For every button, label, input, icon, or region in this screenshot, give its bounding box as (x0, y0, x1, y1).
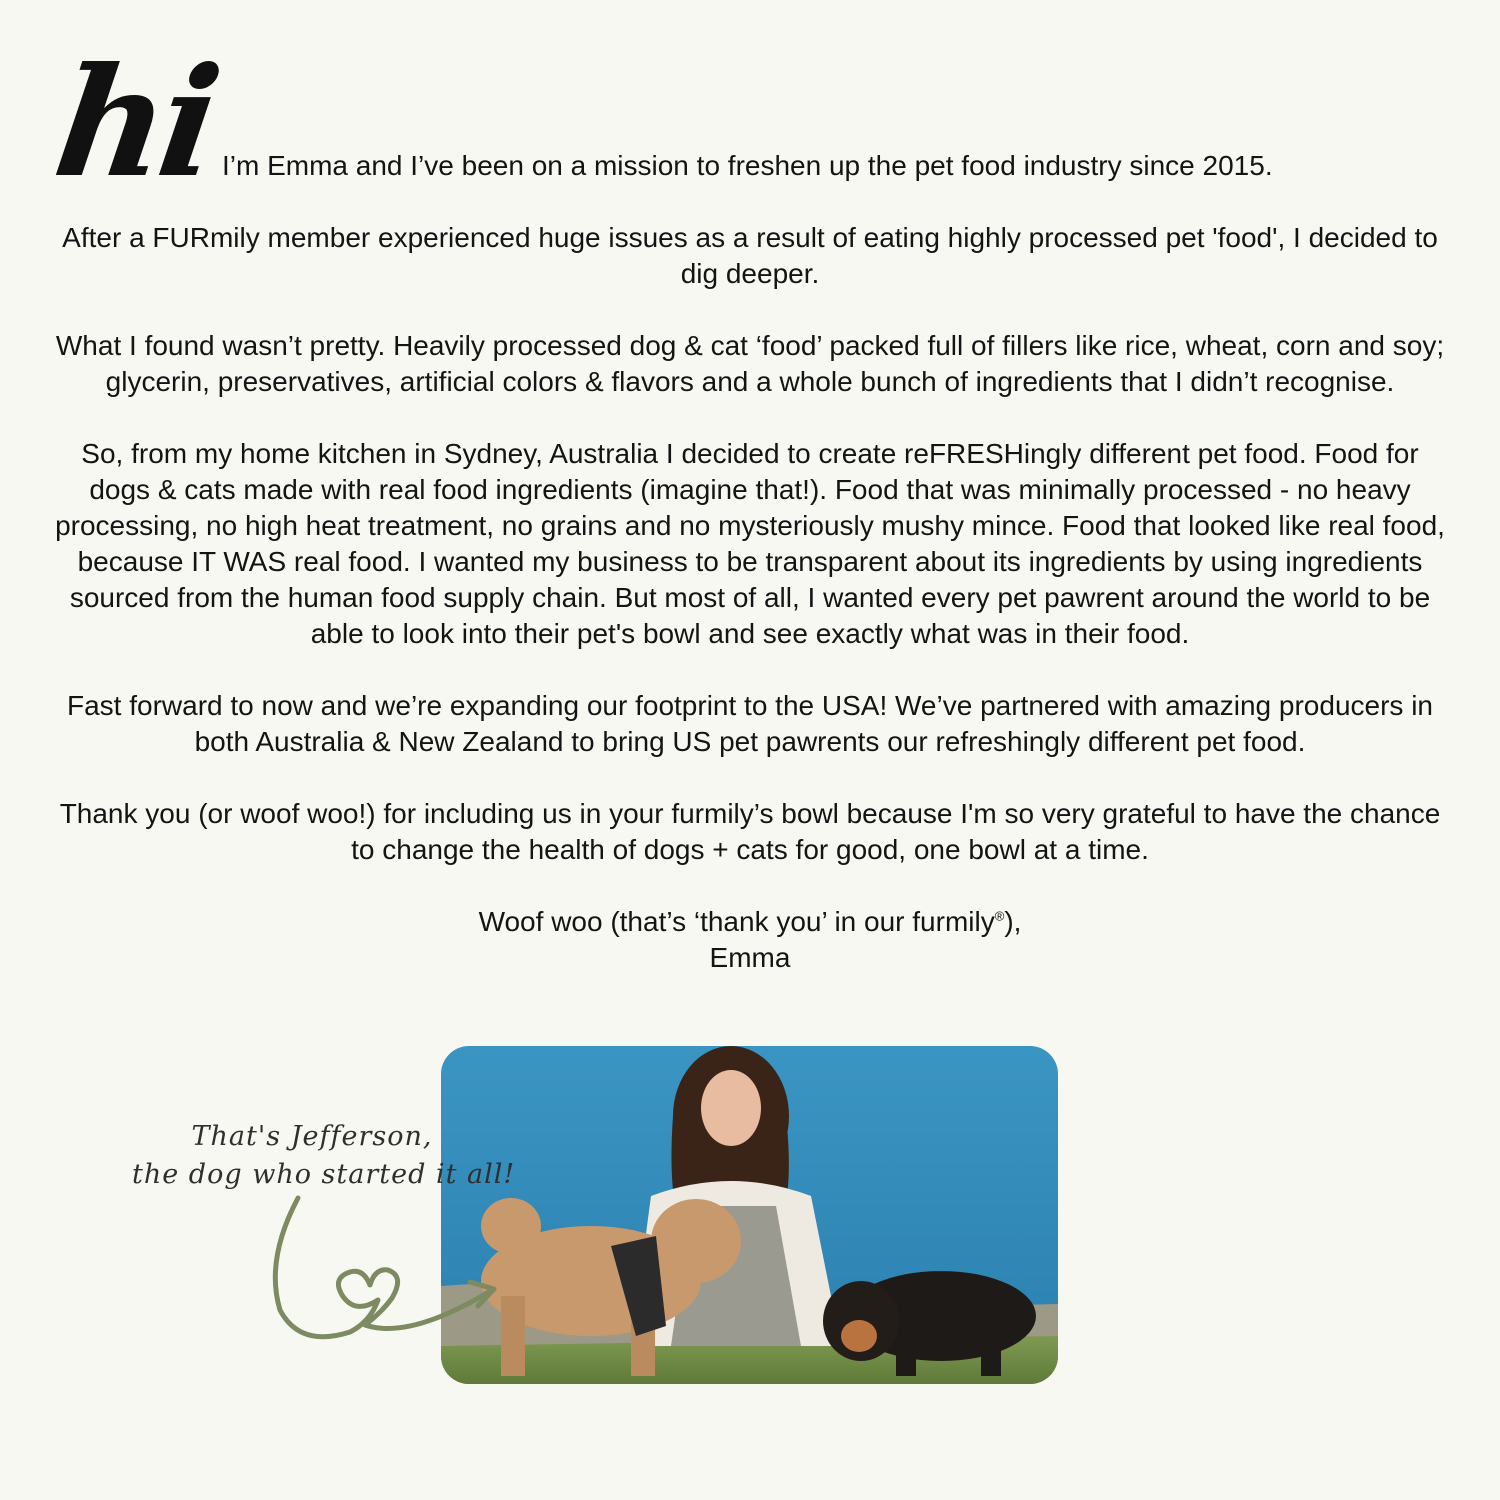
paragraph-1: After a FURmily member experienced huge issues as a result of eating highly processed pet 'food', I decided to dig deeper. (62, 222, 1438, 289)
photo-caption (132, 1118, 516, 1194)
founder-photo (441, 1046, 1058, 1384)
signoff-line: Woof woo (that’s ‘thank you’ in our furmily®), (478, 906, 1022, 937)
caption-line-2: the dog who started it all! (132, 1159, 516, 1190)
heart-arrow-icon (260, 1190, 500, 1360)
signoff (50, 904, 1450, 976)
paragraph-3: So, from my home kitchen in Sydney, Australia I decided to create reFRESHingly different pet food. Food for dogs & cats made with real food ingredients (imagine that!). Food that was minimally processed - no heavy processing, no high heat treatment, no grains and no mysteriously mushy mince. Food that looked like real food, because IT WAS real food. I wanted my business to be transparent about its ingredients by using ingredients sourced from the human food supply chain. But most of all, I wanted every pet pawrent around the world to be able to look into their pet's bowl and see exactly what was in their food. (55, 438, 1445, 649)
story-text (50, 220, 1450, 976)
intro-text: I’m Emma and I’ve been on a mission to freshen up the pet food industry since 2015. (222, 150, 1273, 181)
hi-heading: hi (45, 35, 225, 211)
paragraph-4: Fast forward to now and we’re expanding our footprint to the USA! We’ve partnered with amazing producers in both Australia & New Zealand to bring US pet pawrents our refreshingly different pet food. (67, 690, 1433, 757)
paragraph-5: Thank you (or woof woo!) for including us in your furmily’s bowl because I'm so very grateful to have the chance to change the health of dogs + cats for good, one bowl at a time. (59, 798, 1441, 865)
signoff-name: Emma (709, 942, 791, 973)
caption-line-1: That's Jefferson, (191, 1121, 433, 1152)
registered-mark: ® (994, 908, 1005, 924)
paragraph-2: What I found wasn’t pretty. Heavily processed dog & cat ‘food’ packed full of fillers like rice, wheat, corn and soy; glycerin, preservatives, artificial colors & flavors and a whole bunch of ingredients that I didn’t recognise. (55, 330, 1445, 397)
